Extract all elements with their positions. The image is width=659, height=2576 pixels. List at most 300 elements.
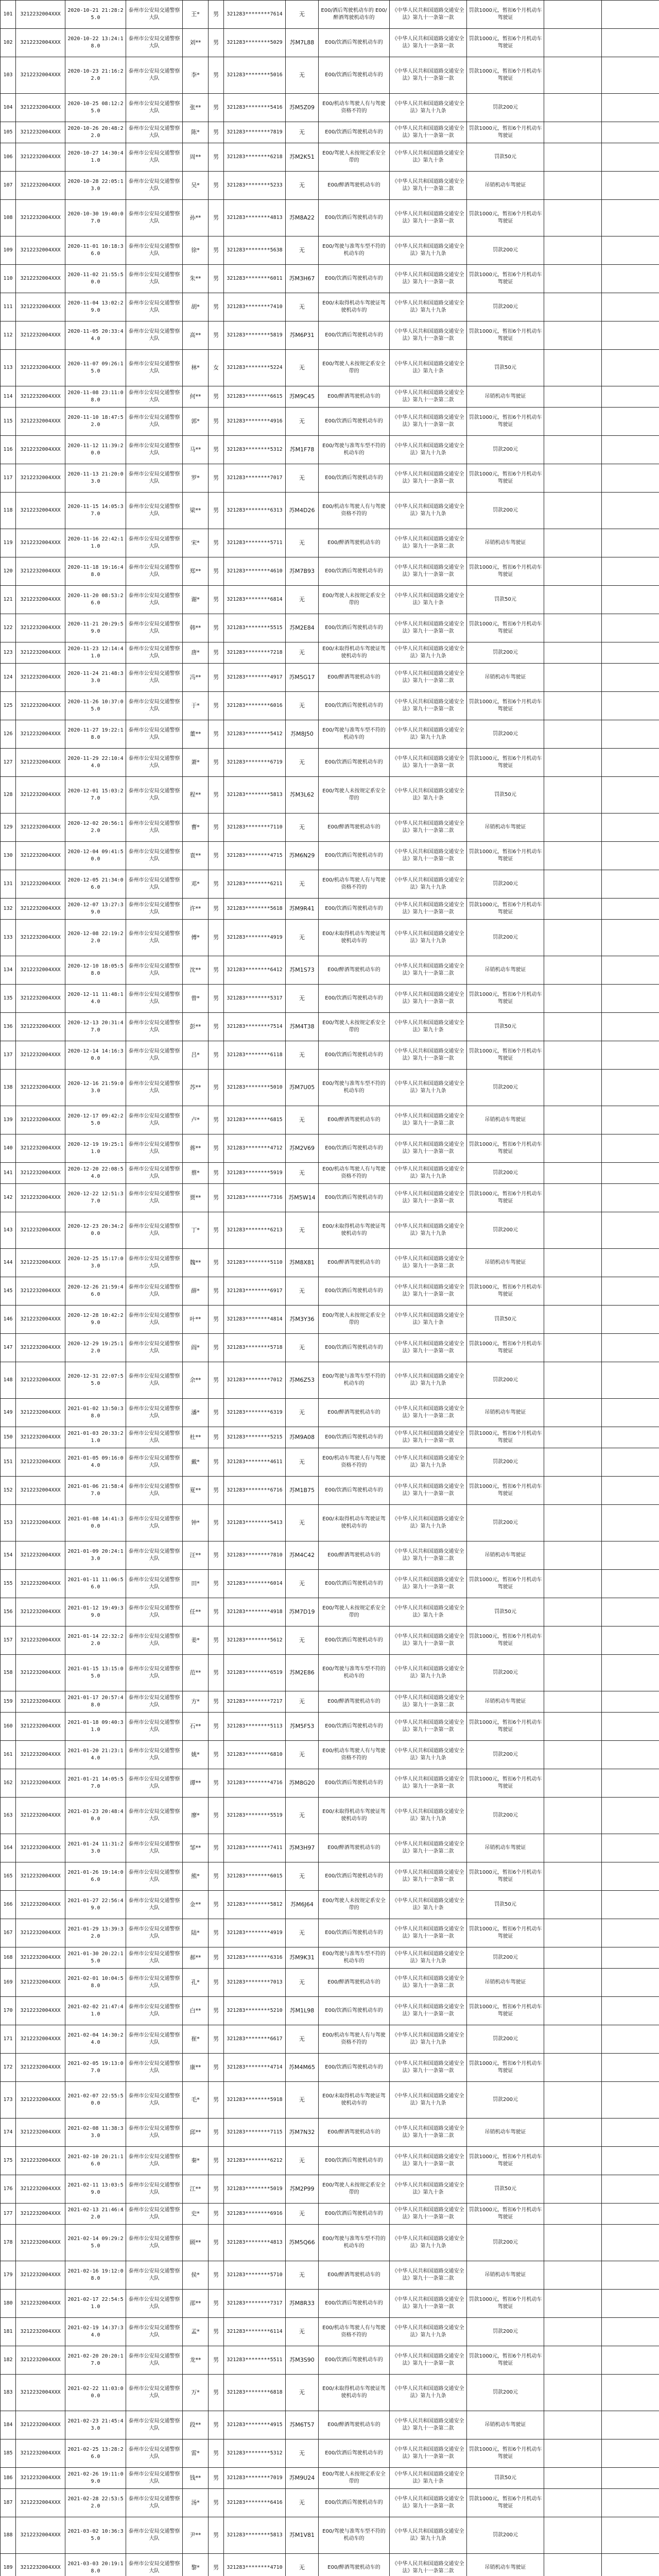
cell-name: 曾*: [183, 985, 209, 1013]
cell-unit: 泰州市公安局交通警察大队: [126, 236, 183, 265]
cell-time: 2021-01-09 20:24:13.0: [65, 1541, 126, 1570]
cell-name: 李*: [183, 57, 209, 94]
cell-time: 2021-01-30 20:22:15.0: [65, 1947, 126, 1969]
cell-case-id: 3212232004XXX: [16, 1969, 65, 1997]
cell-id-number: 321283********6114: [224, 2318, 286, 2346]
cell-violation: E00/饮酒后驾驶机动车的: [319, 321, 390, 350]
cell-id-number: 321283********5416: [224, 94, 286, 122]
cell-violation: E00/饮酒后驾驶机动车的: [319, 1277, 390, 1306]
cell-name: 方*: [183, 1691, 209, 1713]
cell-name: 姚*: [183, 1741, 209, 1769]
cell-time: 2021-02-19 14:37:34.0: [65, 2318, 126, 2346]
table-row: [1, 1741, 659, 1769]
cell-unit: 泰州市公安局交通警察大队: [126, 1184, 183, 1212]
table-row: [1, 1691, 659, 1713]
cell-time: 2021-01-11 11:06:56.0: [65, 1570, 126, 1598]
cell-violation: E00/饮酒后驾驶机动车的: [319, 29, 390, 57]
cell-plate: 苏M5Z09: [286, 94, 319, 122]
cell-unit: 泰州市公安局交通警察大队: [126, 464, 183, 493]
cell-unit: 泰州市公安局交通警察大队: [126, 1505, 183, 1541]
cell-unit: 泰州市公安局交通警察大队: [126, 2489, 183, 2517]
cell-unit: 泰州市公安局交通警察大队: [126, 1969, 183, 1997]
cell-case-id: 3212232004XXX: [16, 236, 65, 265]
cell-case-id: 3212232004XXX: [16, 408, 65, 436]
cell-basis: 《中华人民共和国道路交通安全法》第九十九条: [390, 493, 467, 529]
cell-result: 罚款200元: [467, 1070, 544, 1106]
cell-basis: 《中华人民共和国道路交通安全法》第九十九条: [390, 1070, 467, 1106]
cell-sex: 男: [209, 1134, 224, 1163]
cell-name: 邱**: [183, 2119, 209, 2147]
cell-extra-1: [544, 1691, 602, 1713]
cell-name: 孙**: [183, 200, 209, 236]
cell-extra-1: [544, 2375, 602, 2411]
cell-plate: 无: [286, 2554, 319, 2576]
cell-case-id: 3212232004XXX: [16, 2468, 65, 2489]
cell-sex: 男: [209, 1334, 224, 1362]
cell-case-id: 3212232004XXX: [16, 1919, 65, 1947]
cell-unit: 泰州市公安局交通警察大队: [126, 350, 183, 386]
cell-name: 钱**: [183, 2468, 209, 2489]
cell-basis: 《中华人民共和国道路交通安全法》第九十一条第一款: [390, 1277, 467, 1306]
cell-extra-1: [544, 614, 602, 642]
cell-name: 周**: [183, 143, 209, 172]
cell-id-number: 321283********4813: [224, 200, 286, 236]
cell-case-id: 3212232004XXX: [16, 1541, 65, 1570]
cell-violation: E00/醉酒驾驶机动车的: [319, 956, 390, 985]
cell-name: 廖*: [183, 1798, 209, 1834]
cell-plate: 苏M2E84: [286, 614, 319, 642]
cell-violation: E00/驾驶人未按规定系安全带的: [319, 586, 390, 614]
cell-extra-2: [602, 749, 659, 777]
cell-violation: E00/醉酒驾驶机动车的: [319, 1834, 390, 1862]
cell-seq: 130: [1, 842, 16, 870]
cell-name: 梁**: [183, 493, 209, 529]
cell-extra-1: [544, 1184, 602, 1212]
cell-seq: 108: [1, 200, 16, 236]
cell-sex: 男: [209, 1505, 224, 1541]
cell-id-number: 321283********6719: [224, 749, 286, 777]
cell-result: 吊销机动车驾驶证: [467, 1969, 544, 1997]
table-row: [1, 1106, 659, 1134]
cell-plate: 苏M6T57: [286, 2411, 319, 2439]
cell-basis: 《中华人民共和国道路交通安全法》第九十一条第二款: [390, 529, 467, 557]
table-row: [1, 200, 659, 236]
table-row: [1, 1212, 659, 1249]
cell-time: 2021-02-05 19:13:07.0: [65, 2054, 126, 2082]
table-row: [1, 350, 659, 386]
cell-id-number: 321283********7411: [224, 1834, 286, 1862]
cell-time: 2021-02-17 22:54:51.0: [65, 2290, 126, 2318]
cell-case-id: 3212232004XXX: [16, 557, 65, 586]
cell-unit: 泰州市公安局交通警察大队: [126, 1741, 183, 1769]
cell-violation: E00/驾驶人未按规定系安全带的: [319, 350, 390, 386]
cell-extra-2: [602, 2225, 659, 2261]
table-row: [1, 293, 659, 321]
cell-unit: 泰州市公安局交通警察大队: [126, 899, 183, 920]
cell-sex: 男: [209, 2375, 224, 2411]
cell-basis: 《中华人民共和国道路交通安全法》第九十九条: [390, 642, 467, 664]
cell-case-id: 3212232004XXX: [16, 2082, 65, 2119]
cell-result: 罚款200元: [467, 2318, 544, 2346]
cell-result: 罚款1000元，暂扣6个月机动车驾驶证: [467, 1041, 544, 1070]
cell-name: 于*: [183, 692, 209, 720]
cell-result: 罚款1000元，暂扣6个月机动车驾驶证: [467, 1427, 544, 1448]
cell-seq: 136: [1, 1013, 16, 1041]
cell-unit: 泰州市公安局交通警察大队: [126, 29, 183, 57]
cell-seq: 117: [1, 464, 16, 493]
cell-violation: E00/饮酒后驾驶机动车的: [319, 1626, 390, 1655]
cell-id-number: 321283********5519: [224, 1798, 286, 1834]
cell-unit: 泰州市公安局交通警察大队: [126, 2346, 183, 2375]
cell-extra-2: [602, 2261, 659, 2290]
cell-plate: 无: [286, 1570, 319, 1598]
cell-extra-2: [602, 2439, 659, 2468]
cell-extra-2: [602, 2290, 659, 2318]
cell-sex: 男: [209, 57, 224, 94]
cell-extra-2: [602, 1769, 659, 1798]
cell-case-id: 3212232004XXX: [16, 777, 65, 814]
cell-sex: 男: [209, 2489, 224, 2517]
cell-plate: 苏M7U05: [286, 1070, 319, 1106]
cell-extra-1: [544, 2225, 602, 2261]
cell-name: 田*: [183, 1570, 209, 1598]
cell-basis: 《中华人民共和国道路交通安全法》第九十九条: [390, 1741, 467, 1769]
table-row: [1, 1041, 659, 1070]
cell-violation: E00/驾驶与准驾车型不符的机动车的: [319, 2225, 390, 2261]
cell-seq: 182: [1, 2346, 16, 2375]
cell-violation: E00/饮酒后驾驶机动车的: [319, 265, 390, 293]
cell-sex: 男: [209, 2318, 224, 2346]
cell-case-id: 3212232004XXX: [16, 1947, 65, 1969]
cell-seq: 159: [1, 1691, 16, 1713]
cell-result: 罚款1000元，暂扣6个月机动车驾驶证: [467, 1570, 544, 1598]
cell-extra-1: [544, 777, 602, 814]
cell-result: 罚款50元: [467, 1891, 544, 1919]
cell-extra-2: [602, 1277, 659, 1306]
cell-result: 罚款200元: [467, 920, 544, 956]
cell-violation: E00/饮酒后驾驶机动车的: [319, 408, 390, 436]
cell-name: 刘**: [183, 29, 209, 57]
cell-violation: E00/饮酒后驾驶机动车的: [319, 749, 390, 777]
cell-result: 罚款50元: [467, 1306, 544, 1334]
cell-basis: 《中华人民共和国道路交通安全法》第九十一条第二款: [390, 956, 467, 985]
cell-extra-1: [544, 172, 602, 200]
cell-case-id: 3212232004XXX: [16, 1477, 65, 1505]
cell-extra-2: [602, 1362, 659, 1399]
cell-id-number: 321283********6615: [224, 386, 286, 408]
table-row: [1, 1969, 659, 1997]
cell-name: 程**: [183, 777, 209, 814]
cell-violation: E00/醉酒驾驶机动车的: [319, 814, 390, 842]
cell-basis: 《中华人民共和国道路交通安全法》第九十条: [390, 2175, 467, 2204]
cell-extra-2: [602, 1106, 659, 1134]
table-row: [1, 1334, 659, 1362]
table-row: [1, 870, 659, 899]
cell-sex: 男: [209, 2175, 224, 2204]
cell-sex: 男: [209, 1163, 224, 1184]
cell-extra-2: [602, 350, 659, 386]
table-row: [1, 1134, 659, 1163]
cell-violation: E00/饮酒后驾驶机动车的: [319, 2439, 390, 2468]
cell-id-number: 321283********6316: [224, 1947, 286, 1969]
cell-plate: 苏M5Q66: [286, 2225, 319, 2261]
cell-plate: 苏M9A08: [286, 1427, 319, 1448]
cell-result: 吊销机动车驾驶证: [467, 1541, 544, 1570]
cell-id-number: 321283********6916: [224, 2204, 286, 2225]
cell-extra-2: [602, 2411, 659, 2439]
cell-sex: 男: [209, 529, 224, 557]
cell-plate: 无: [286, 1862, 319, 1891]
cell-extra-1: [544, 200, 602, 236]
cell-unit: 泰州市公安局交通警察大队: [126, 1212, 183, 1249]
cell-extra-1: [544, 1163, 602, 1184]
cell-extra-1: [544, 1947, 602, 1969]
cell-sex: 男: [209, 814, 224, 842]
cell-result: 吊销机动车驾驶证: [467, 814, 544, 842]
cell-result: 罚款200元: [467, 1741, 544, 1769]
table-row: [1, 2054, 659, 2082]
cell-seq: 145: [1, 1277, 16, 1306]
cell-case-id: 3212232004XXX: [16, 2204, 65, 2225]
cell-sex: 男: [209, 1691, 224, 1713]
cell-basis: 《中华人民共和国道路交通安全法》第九十一条第一款: [390, 692, 467, 720]
cell-basis: 《中华人民共和国道路交通安全法》第九十一条第一款: [390, 2204, 467, 2225]
cell-extra-1: [544, 493, 602, 529]
cell-basis: 《中华人民共和国道路交通安全法》第九十条: [390, 777, 467, 814]
cell-time: 2021-02-01 10:04:58.0: [65, 1969, 126, 1997]
cell-extra-1: [544, 749, 602, 777]
cell-name: 石**: [183, 1713, 209, 1741]
cell-sex: 男: [209, 1919, 224, 1947]
cell-result: 罚款1000元，暂扣6个月机动车驾驶证: [467, 1334, 544, 1362]
cell-extra-1: [544, 293, 602, 321]
cell-plate: 无: [286, 642, 319, 664]
cell-sex: 男: [209, 1626, 224, 1655]
cell-case-id: 3212232004XXX: [16, 200, 65, 236]
cell-extra-2: [602, 1798, 659, 1834]
cell-time: 2020-12-14 14:16:30.0: [65, 1041, 126, 1070]
cell-extra-2: [602, 899, 659, 920]
cell-seq: 151: [1, 1448, 16, 1477]
cell-unit: 泰州市公安局交通警察大队: [126, 2025, 183, 2054]
cell-extra-2: [602, 956, 659, 985]
table-row: [1, 29, 659, 57]
cell-result: 罚款1000元，暂扣6个月机动车驾驶证: [467, 1134, 544, 1163]
cell-unit: 泰州市公安局交通警察大队: [126, 1626, 183, 1655]
cell-plate: 无: [286, 1741, 319, 1769]
cell-basis: 《中华人民共和国道路交通安全法》第九十一条第一款: [390, 1626, 467, 1655]
cell-violation: E00/饮酒后驾驶机动车的: [319, 57, 390, 94]
cell-plate: 苏M9R41: [286, 899, 319, 920]
table-row: [1, 2489, 659, 2517]
cell-plate: 苏M5F53: [286, 1713, 319, 1741]
cell-sex: 男: [209, 2290, 224, 2318]
cell-id-number: 321283********7110: [224, 814, 286, 842]
cell-basis: 《中华人民共和国道路交通安全法》第九十九条: [390, 1448, 467, 1477]
cell-unit: 泰州市公安局交通警察大队: [126, 2411, 183, 2439]
cell-seq: 128: [1, 777, 16, 814]
cell-violation: E00/未取得机动车驾驶证驾驶机动车的: [319, 920, 390, 956]
table-row: [1, 1626, 659, 1655]
cell-time: 2020-12-11 11:48:14.0: [65, 985, 126, 1013]
cell-plate: 无: [286, 920, 319, 956]
cell-time: 2020-12-22 12:51:37.0: [65, 1184, 126, 1212]
cell-basis: 《中华人民共和国道路交通安全法》第九十一条第二款: [390, 1834, 467, 1862]
cell-id-number: 321283********6319: [224, 1399, 286, 1427]
cell-name: 姜*: [183, 1626, 209, 1655]
cell-unit: 泰州市公安局交通警察大队: [126, 436, 183, 464]
cell-case-id: 3212232004XXX: [16, 1997, 65, 2025]
cell-sex: 男: [209, 1862, 224, 1891]
cell-name: 龙**: [183, 2346, 209, 2375]
cell-case-id: 3212232004XXX: [16, 493, 65, 529]
cell-unit: 泰州市公安局交通警察大队: [126, 1570, 183, 1598]
cell-plate: 无: [286, 1919, 319, 1947]
cell-sex: 男: [209, 692, 224, 720]
cell-name: 黎*: [183, 2554, 209, 2576]
cell-unit: 泰州市公安局交通警察大队: [126, 2204, 183, 2225]
cell-violation: E00/饮酒后驾驶机动车的: [319, 899, 390, 920]
cell-plate: 苏M4D26: [286, 493, 319, 529]
cell-violation: E00/驾驶与准驾车型不符的机动车的: [319, 1362, 390, 1399]
cell-extra-1: [544, 386, 602, 408]
cell-plate: 苏M2E86: [286, 1655, 319, 1691]
cell-extra-1: [544, 720, 602, 749]
cell-unit: 泰州市公安局交通警察大队: [126, 1598, 183, 1626]
cell-unit: 泰州市公安局交通警察大队: [126, 642, 183, 664]
table-row: [1, 1306, 659, 1334]
cell-id-number: 321283********5029: [224, 29, 286, 57]
cell-name: 冯**: [183, 664, 209, 692]
cell-result: 罚款1000元，暂扣6个月机动车驾驶证: [467, 1919, 544, 1947]
cell-seq: 183: [1, 2375, 16, 2411]
cell-sex: 男: [209, 842, 224, 870]
cell-time: 2020-10-28 22:05:13.0: [65, 172, 126, 200]
cell-unit: 泰州市公安局交通警察大队: [126, 2054, 183, 2082]
cell-id-number: 321283********7019: [224, 2468, 286, 2489]
cell-time: 2021-02-08 11:38:33.0: [65, 2119, 126, 2147]
cell-name: 毛*: [183, 2082, 209, 2119]
cell-basis: 《中华人民共和国道路交通安全法》第九十九条: [390, 1947, 467, 1969]
cell-name: 戴*: [183, 1448, 209, 1477]
cell-seq: 169: [1, 1969, 16, 1997]
cell-sex: 男: [209, 1013, 224, 1041]
cell-time: 2020-11-04 13:02:29.0: [65, 293, 126, 321]
cell-case-id: 3212232004XXX: [16, 1163, 65, 1184]
cell-violation: E00/饮酒后驾驶机动车的: [319, 2290, 390, 2318]
cell-extra-1: [544, 529, 602, 557]
cell-case-id: 3212232004XXX: [16, 1399, 65, 1427]
cell-violation: E00/醉酒驾驶机动车的: [319, 664, 390, 692]
cell-extra-2: [602, 143, 659, 172]
cell-result: 罚款1000元，暂扣6个月机动车驾驶证: [467, 1, 544, 29]
cell-name: 郭*: [183, 408, 209, 436]
cell-basis: 《中华人民共和国道路交通安全法》第九十一条第一款: [390, 57, 467, 94]
cell-extra-1: [544, 464, 602, 493]
cell-violation: E00/饮酒后驾驶机动车的: [319, 692, 390, 720]
cell-sex: 男: [209, 664, 224, 692]
cell-sex: 男: [209, 586, 224, 614]
table-row: [1, 493, 659, 529]
cell-basis: 《中华人民共和国道路交通安全法》第九十九条: [390, 94, 467, 122]
cell-name: 蒋**: [183, 1134, 209, 1163]
cell-time: 2020-12-19 19:25:11.0: [65, 1134, 126, 1163]
cell-extra-1: [544, 122, 602, 143]
cell-extra-1: [544, 642, 602, 664]
cell-extra-2: [602, 2204, 659, 2225]
cell-violation: E00/驾驶与准驾车型不符的机动车的: [319, 720, 390, 749]
cell-violation: E00/饮酒后驾驶机动车的: [319, 985, 390, 1013]
cell-seq: 166: [1, 1891, 16, 1919]
cell-case-id: 3212232004XXX: [16, 1505, 65, 1541]
cell-id-number: 321283********5515: [224, 614, 286, 642]
cell-result: 罚款200元: [467, 2225, 544, 2261]
cell-name: 高**: [183, 321, 209, 350]
cell-result: 罚款1000元，暂扣6个月机动车驾驶证: [467, 265, 544, 293]
cell-unit: 泰州市公安局交通警察大队: [126, 956, 183, 985]
cell-extra-2: [602, 2119, 659, 2147]
cell-sex: 男: [209, 236, 224, 265]
cell-violation: E00/醉酒驾驶机动车的: [319, 2119, 390, 2147]
cell-result: 罚款1000元，暂扣6个月机动车驾驶证: [467, 2204, 544, 2225]
cell-name: 叶**: [183, 1306, 209, 1334]
cell-extra-2: [602, 529, 659, 557]
cell-basis: 《中华人民共和国道路交通安全法》第九十条: [390, 1306, 467, 1334]
cell-time: 2021-01-05 09:16:04.0: [65, 1448, 126, 1477]
cell-plate: 苏M3S90: [286, 2346, 319, 2375]
cell-sex: 男: [209, 386, 224, 408]
cell-violation: E00/驾驶人未按规定系安全带的: [319, 2468, 390, 2489]
cell-violation: E00/驾驶与准驾车型不符的机动车的: [319, 236, 390, 265]
cell-unit: 泰州市公安局交通警察大队: [126, 614, 183, 642]
cell-id-number: 321283********4813: [224, 2225, 286, 2261]
cell-result: 吊销机动车驾驶证: [467, 1106, 544, 1134]
cell-name: 余**: [183, 1362, 209, 1399]
cell-unit: 泰州市公安局交通警察大队: [126, 1, 183, 29]
cell-name: 罗*: [183, 464, 209, 493]
cell-unit: 泰州市公安局交通警察大队: [126, 2439, 183, 2468]
cell-plate: 无: [286, 1969, 319, 1997]
table-row: [1, 1997, 659, 2025]
cell-basis: 《中华人民共和国道路交通安全法》第九十一条第一款: [390, 2346, 467, 2375]
table-row: [1, 2025, 659, 2054]
cell-id-number: 321283********5618: [224, 899, 286, 920]
cell-extra-1: [544, 2261, 602, 2290]
cell-plate: 无: [286, 408, 319, 436]
cell-time: 2020-12-25 15:17:03.0: [65, 1249, 126, 1277]
cell-name: 曹*: [183, 814, 209, 842]
cell-plate: 无: [286, 749, 319, 777]
cell-seq: 157: [1, 1626, 16, 1655]
cell-case-id: 3212232004XXX: [16, 2489, 65, 2517]
cell-violation: E00/机动车驾驶人有与驾驶资格不符的: [319, 1741, 390, 1769]
cell-case-id: 3212232004XXX: [16, 293, 65, 321]
cell-seq: 109: [1, 236, 16, 265]
cell-id-number: 321283********4916: [224, 408, 286, 436]
cell-name: 林*: [183, 350, 209, 386]
cell-seq: 150: [1, 1427, 16, 1448]
cell-id-number: 321283********5638: [224, 236, 286, 265]
cell-case-id: 3212232004XXX: [16, 464, 65, 493]
cell-case-id: 3212232004XXX: [16, 2439, 65, 2468]
cell-sex: 男: [209, 920, 224, 956]
cell-extra-2: [602, 1626, 659, 1655]
cell-violation: E00/醉酒驾驶机动车的: [319, 529, 390, 557]
cell-time: 2020-11-21 20:29:59.0: [65, 614, 126, 642]
cell-plate: 苏M5W14: [286, 1184, 319, 1212]
cell-name: 孟*: [183, 2318, 209, 2346]
cell-unit: 泰州市公安局交通警察大队: [126, 2517, 183, 2554]
